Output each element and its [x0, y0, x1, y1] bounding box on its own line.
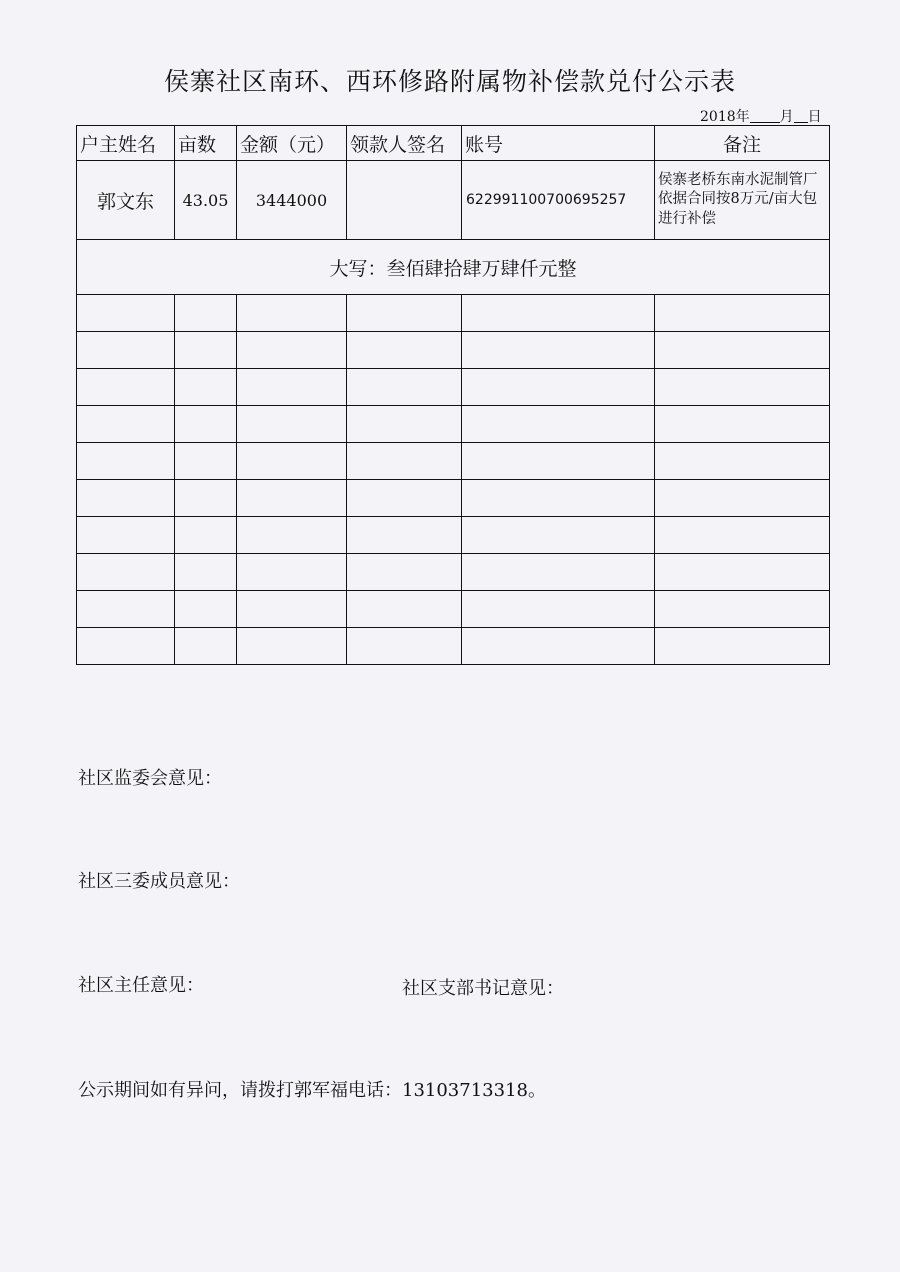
- empty-cell: [175, 369, 237, 406]
- header-note: 备注: [655, 126, 830, 161]
- empty-cell: [347, 406, 462, 443]
- empty-cell: [237, 369, 347, 406]
- cell-note: 侯寨老桥东南水泥制管厂依据合同按8万元/亩大包进行补偿: [655, 161, 830, 240]
- table-row: [77, 161, 830, 240]
- notice-text: 公示期间如有异问，请拨打郭军福电话：13103713318。: [78, 1080, 546, 1101]
- three-committees-opinion: 社区三委成员意见：: [78, 871, 240, 892]
- empty-cell: [175, 443, 237, 480]
- empty-cell: [347, 332, 462, 369]
- empty-cell: [175, 591, 237, 628]
- empty-cell: [655, 332, 830, 369]
- empty-cell: [175, 332, 237, 369]
- empty-cell: [655, 406, 830, 443]
- empty-cell: [237, 591, 347, 628]
- empty-cell: [655, 480, 830, 517]
- empty-cell: [175, 554, 237, 591]
- header-row: [77, 126, 830, 161]
- empty-row: [77, 517, 830, 554]
- empty-cell: [655, 443, 830, 480]
- empty-cell: [347, 480, 462, 517]
- cell-area: 43.05: [175, 161, 237, 240]
- empty-cell: [462, 554, 655, 591]
- empty-cell: [462, 443, 655, 480]
- empty-row: [77, 369, 830, 406]
- empty-cell: [77, 591, 175, 628]
- empty-row: [77, 406, 830, 443]
- empty-cell: [77, 517, 175, 554]
- empty-cell: [77, 295, 175, 332]
- empty-row: [77, 295, 830, 332]
- empty-row: [77, 332, 830, 369]
- empty-cell: [462, 332, 655, 369]
- empty-cell: [347, 369, 462, 406]
- empty-row: [77, 554, 830, 591]
- empty-cell: [655, 517, 830, 554]
- empty-cell: [462, 591, 655, 628]
- amount-in-words-row: [77, 240, 830, 295]
- header-account: 账号: [462, 126, 655, 161]
- header-amount: 金额（元）: [237, 126, 347, 161]
- empty-cell: [347, 554, 462, 591]
- empty-cell: [237, 628, 347, 665]
- empty-cell: [462, 295, 655, 332]
- empty-cell: [175, 295, 237, 332]
- compensation-table: [76, 125, 830, 665]
- empty-cell: [77, 406, 175, 443]
- empty-cell: [655, 554, 830, 591]
- header-name: 户主姓名: [77, 126, 175, 161]
- empty-cell: [347, 591, 462, 628]
- cell-signature: [347, 161, 462, 240]
- empty-cell: [77, 443, 175, 480]
- supervisory-committee-opinion: 社区监委会意见：: [78, 768, 222, 789]
- empty-cell: [347, 295, 462, 332]
- empty-cell: [655, 369, 830, 406]
- amount-in-words: 大写：叁佰肆拾肆万肆仟元整: [77, 240, 830, 295]
- date-year: 2018年: [700, 109, 750, 125]
- empty-cell: [462, 369, 655, 406]
- empty-cell: [77, 554, 175, 591]
- empty-cell: [462, 480, 655, 517]
- empty-cell: [237, 443, 347, 480]
- empty-cell: [237, 406, 347, 443]
- empty-cell: [175, 406, 237, 443]
- day-blank: [794, 108, 808, 123]
- empty-cell: [175, 480, 237, 517]
- director-opinion: 社区主任意见：: [78, 975, 204, 996]
- party-secretary-opinion: 社区支部书记意见：: [402, 978, 564, 999]
- empty-cell: [655, 628, 830, 665]
- header-area: 亩数: [175, 126, 237, 161]
- empty-cell: [347, 628, 462, 665]
- empty-cell: [77, 332, 175, 369]
- empty-cell: [77, 369, 175, 406]
- empty-cell: [347, 517, 462, 554]
- empty-cell: [175, 628, 237, 665]
- cell-account: 622991100700695257: [462, 161, 655, 240]
- date-month: 月: [779, 109, 794, 125]
- empty-row: [77, 628, 830, 665]
- date-day: 日: [807, 109, 822, 125]
- empty-cell: [655, 295, 830, 332]
- date-line: [700, 106, 822, 126]
- empty-row: [77, 443, 830, 480]
- empty-row: [77, 480, 830, 517]
- page-title: 侯寨社区南环、西环修路附属物补偿款兑付公示表: [163, 67, 736, 96]
- empty-cell: [462, 406, 655, 443]
- empty-row: [77, 591, 830, 628]
- cell-amount: 3444000: [237, 161, 347, 240]
- empty-cell: [237, 295, 347, 332]
- empty-cell: [655, 591, 830, 628]
- empty-cell: [77, 628, 175, 665]
- cell-name: 郭文东: [77, 161, 175, 240]
- header-signature: 领款人签名: [347, 126, 462, 161]
- empty-cell: [77, 480, 175, 517]
- month-blank: [750, 108, 780, 123]
- empty-cell: [237, 480, 347, 517]
- empty-cell: [462, 628, 655, 665]
- empty-cell: [462, 517, 655, 554]
- empty-cell: [237, 332, 347, 369]
- empty-cell: [237, 517, 347, 554]
- empty-cell: [347, 443, 462, 480]
- empty-cell: [237, 554, 347, 591]
- empty-cell: [175, 517, 237, 554]
